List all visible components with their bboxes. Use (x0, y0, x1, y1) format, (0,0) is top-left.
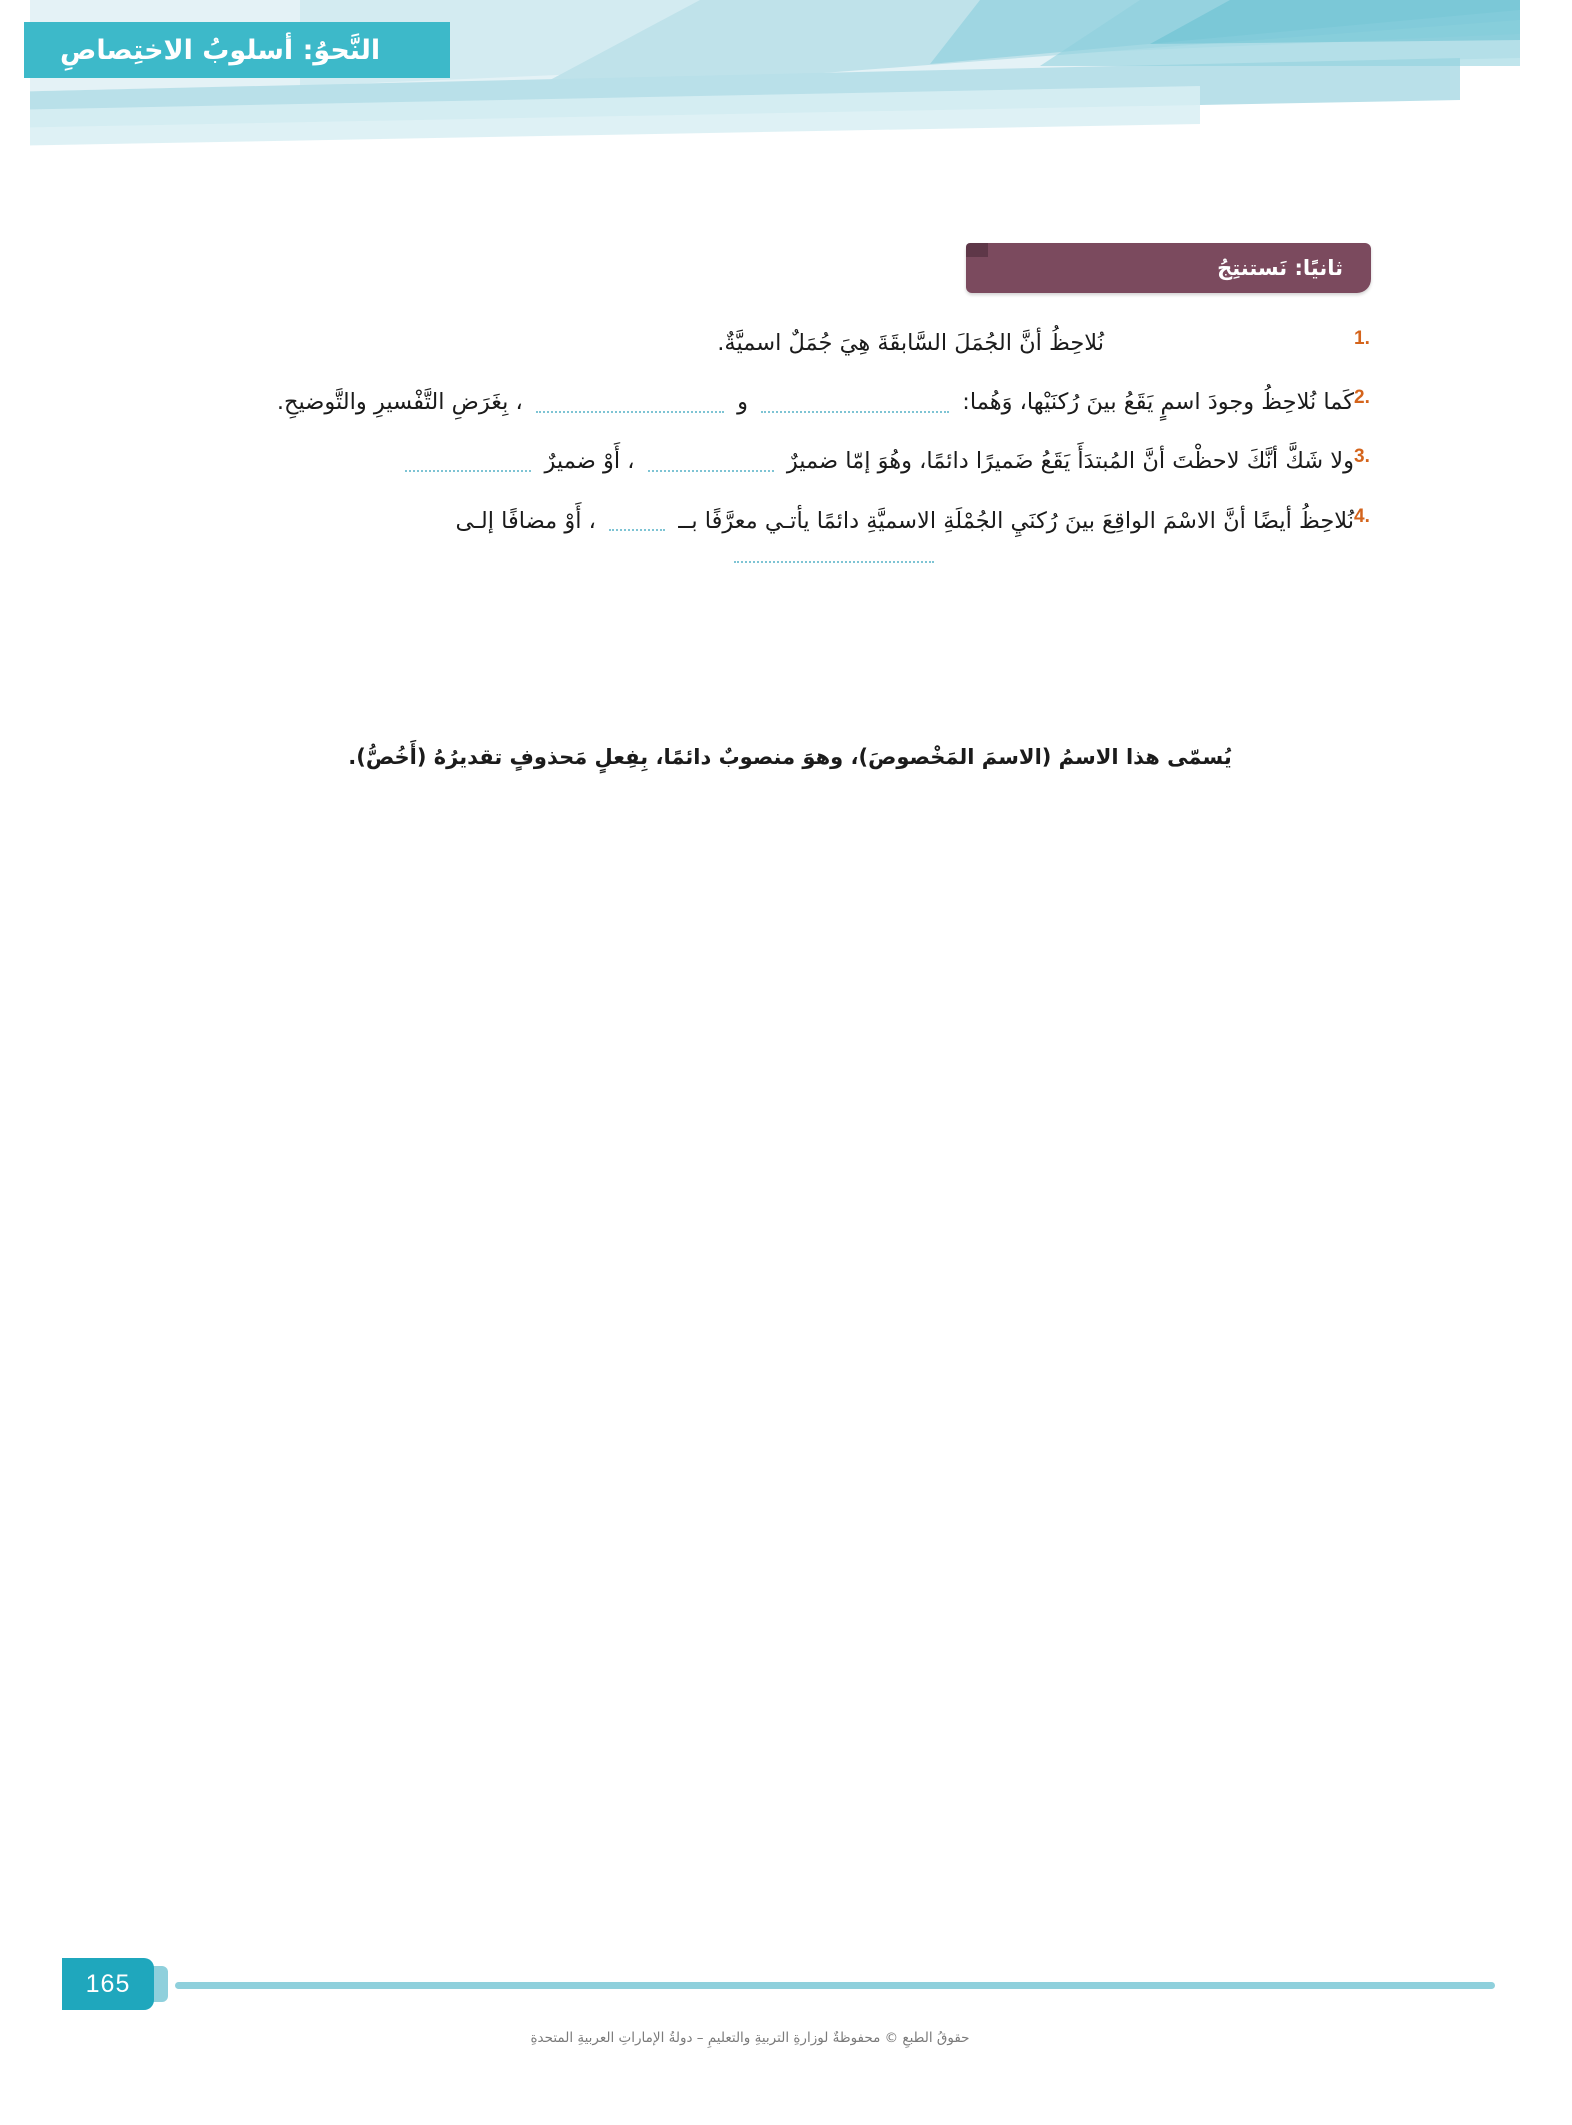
page-number: 165 (85, 1969, 131, 1998)
section-heading-chip (966, 243, 1371, 293)
blank-line-field[interactable] (536, 393, 724, 413)
list-item-text (120, 500, 1354, 563)
list-item-number: 2. (1354, 387, 1370, 409)
blank-line-field[interactable] (648, 452, 774, 472)
list-item-text (120, 440, 1354, 483)
list-item-number: 3. (1354, 446, 1370, 468)
section-heading-label: ثانيًا: نَستنتِجُ (1217, 256, 1343, 280)
page-title: النَّحوُ: أسلوبُ الاختِصاصِ (60, 34, 381, 66)
list-item-text (120, 381, 1354, 424)
list-item-number: 4. (1354, 505, 1370, 527)
list-item-number: 1. (1354, 328, 1370, 349)
page-number-tab (62, 1958, 154, 2010)
conclusion-note: يُسمّى هذا الاسمُ (الاسمَ المَخْصوصَ)، وهوَ منصوبٌ دائمًا، بِفِعلٍ مَحذوفٍ تقديرُهُ (أَخُصُّ). (348, 745, 1232, 769)
copyright-notice: حقوقُ الطبعِ © محفوظةٌ لوزارةِ التربيةِ والتعليمِ – دولةُ الإماراتِ العربيةِ المتحدةِ (530, 2030, 970, 2046)
list-item-text-before: كَما نُلاحِظُ وجودَ اسمٍ يَقَعُ بينَ رُكنَيْها، وَهُما: (962, 389, 1354, 416)
blank-line-field[interactable] (405, 452, 531, 472)
chip-notch-decoration (966, 243, 988, 257)
list-item (120, 500, 1400, 563)
footer-rule (175, 1982, 1495, 1989)
list-item-text: نُلاحِظُ أنَّ الجُمَلَ السَّابقَةَ هِيَ جُمَلٌ اسميَّةٌ. (717, 330, 1104, 356)
list-item (120, 322, 1400, 365)
blank-line-field[interactable] (761, 393, 949, 413)
list-item-text-after: ، بِغَرَضِ التَّفْسيرِ والتَّوضيحِ. (276, 389, 523, 416)
list-item-joiner: و (737, 389, 748, 416)
numbered-list (120, 322, 1400, 579)
list-item (120, 381, 1400, 424)
list-item-text-before: نُلاحِظُ أيضًا أنَّ الاسْمَ الواقِعَ بينَ رُكنَيِ الجُمْلَةِ الاسميَّةِ دائمًا يأتـي معرَّفًا بــ (678, 507, 1354, 534)
list-item-text-after: ، أَوْ مضافًا إلـى (455, 507, 596, 534)
header-title-bar (24, 22, 450, 78)
list-item (120, 440, 1400, 483)
blank-line-field[interactable] (609, 511, 665, 531)
list-item-text-before: ولا شَكَّ أنَّكَ لاحظْتَ أنَّ المُبتدَأَ يَقَعُ ضَميرًا دائمًا، وهُوَ إمّا ضميرٌ (786, 448, 1354, 475)
list-item-text-middle: ، أَوْ ضميرٌ (544, 448, 635, 475)
blank-line-field[interactable] (734, 555, 934, 563)
